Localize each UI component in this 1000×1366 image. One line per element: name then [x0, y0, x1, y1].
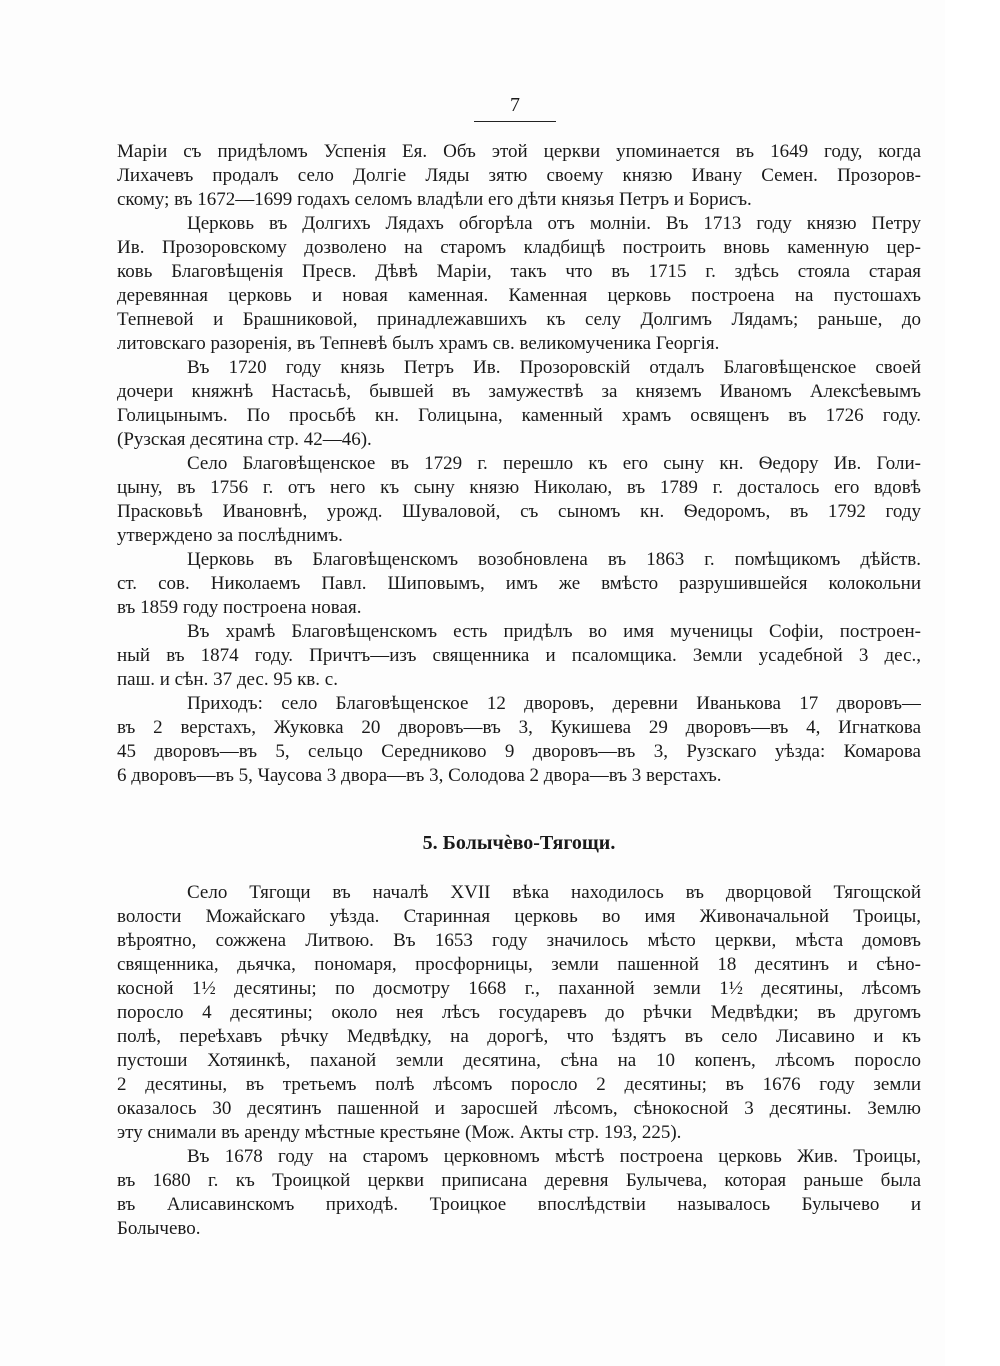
paragraph-line: Въ 1720 году князь Петръ Ив. Прозоровскій отдалъ Благовѣщенское своей — [187, 357, 921, 378]
paragraph-line: паш. и сѣн. 37 дес. 95 кв. с. — [117, 669, 338, 690]
page-number: 7 — [510, 94, 520, 116]
paragraph-line: вѣроятно, сожжена Литвою. Въ 1653 году значилось мѣсто церкви, мѣста домовъ — [117, 930, 921, 951]
paragraph-line: Ив. Прозоровскому дозволено на старомъ кладбищѣ построить вновь каменную цер- — [117, 237, 921, 258]
paragraph-line: въ 1859 году построена новая. — [117, 597, 362, 618]
paragraph-line: въ 1680 г. къ Троицкой церкви приписана деревня Булычева, которая раньше была — [117, 1170, 921, 1191]
paragraph-line: Голицынымъ. По просьбѣ кн. Голицына, каменный храмъ освященъ въ 1726 году. — [117, 405, 921, 426]
paragraph-line: (Рузская десятина стр. 42—46). — [117, 429, 372, 450]
paragraph-line: Въ храмѣ Благовѣщенскомъ есть придѣлъ во имя мученицы Софіи, построен- — [187, 621, 921, 642]
paragraph-line: Приходъ: село Благовѣщенское 12 дворовъ, деревни Иванькова 17 дворовъ— — [187, 693, 921, 714]
paragraph-line: пустоши Хотяинкѣ, паханой земли десятина, сѣна на 10 копенъ, лѣсомъ поросло — [117, 1050, 921, 1071]
paragraph-line: скому; въ 1672—1699 годахъ селомъ владѣли его дѣти князья Петръ и Борисъ. — [117, 189, 752, 210]
paragraph-line: волости Можайскаго уѣзда. Старинная церковь во имя Живоначальной Троицы, — [117, 906, 921, 927]
paragraph-line: ковь Благовѣщенія Пресв. Дѣвѣ Маріи, такъ что въ 1715 г. здѣсь стояла старая — [117, 261, 921, 282]
text-block-part2 — [117, 881, 921, 1241]
paragraph-line: поросло 4 десятины; около нея лѣсъ государевъ до рѣчки Медвѣдки; въ другомъ — [117, 1002, 921, 1023]
paragraph-line: въ 2 верстахъ, Жуковка 20 дворовъ—въ 3, Кукишева 29 дворовъ—въ 4, Игнаткова — [117, 717, 921, 738]
paragraph-line: ст. сов. Николаемъ Павл. Шиповымъ, имъ же вмѣсто разрушившейся колокольни — [117, 573, 921, 594]
paragraph-line: эту снимали въ аренду мѣстные крестьяне (Мож. Акты стр. 193, 225). — [117, 1122, 682, 1143]
text-block-part1 — [117, 140, 921, 788]
paragraph-line: цыну, въ 1756 г. отъ него къ сыну князю Николаю, въ 1789 г. досталось его вдовѣ — [117, 477, 921, 498]
paragraph-line: деревянная церковь и новая каменная. Каменная церковь построена на пустошахъ — [117, 285, 921, 306]
paragraph-line: Прасковьѣ Ивановнѣ, урожд. Шуваловой, съ сыномъ кн. Ѳедоромъ, въ 1792 году — [117, 501, 921, 522]
paragraph-line: Село Благовѣщенское въ 1729 г. перешло къ его сыну кн. Ѳедору Ив. Голи- — [187, 453, 921, 474]
paragraph-line: Церковь въ Долгихъ Лядахъ обгорѣла отъ молніи. Въ 1713 году князю Петру — [187, 213, 921, 234]
paragraph-line: косной 1½ десятины; по досмотру 1668 г., паханной земли 1½ десятины, лѣсомъ — [117, 978, 921, 999]
paragraph-line: дочери княжнѣ Настасьѣ, бывшей въ замужествѣ за княземъ Иваномъ Алексѣевымъ — [117, 381, 921, 402]
paragraph-line: 45 дворовъ—въ 5, сельцо Середниково 9 дворовъ—въ 3, Рузскаго уѣзда: Комарова — [117, 741, 921, 762]
paragraph-line: 2 десятины, въ третьемъ полѣ лѣсомъ поросло 2 десятины; въ 1676 году земли — [117, 1074, 921, 1095]
paragraph-line: священника, дьячка, пономаря, просфорницы, земли пашенной 18 десятинъ и сѣно- — [117, 954, 921, 975]
paragraph-line: Въ 1678 году на старомъ церковномъ мѣстѣ построена церковь Жив. Троицы, — [187, 1146, 921, 1167]
paragraph-line: Церковь въ Благовѣщенскомъ возобновлена въ 1863 г. помѣщикомъ дѣйств. — [187, 549, 921, 570]
section-heading: 5. Болычѐво-Тягощи. — [422, 832, 616, 854]
paragraph-line: Лихачевъ продалъ село Долгіе Ляды зятю своему князю Ивану Семен. Прозоров- — [117, 165, 921, 186]
paragraph-line: Село Тягощи въ началѣ XVII вѣка находилось въ дворцовой Тягощской — [187, 882, 921, 903]
paragraph-line: Болычево. — [117, 1218, 201, 1239]
paragraph-line: въ Алисавинскомъ приходѣ. Троицкое впослѣдствіи называлось Булычево и — [117, 1194, 921, 1215]
paragraph-line: оказалось 30 десятинъ пашенной и заросшей лѣсомъ, сѣнокосной 3 десятины. Землю — [117, 1098, 921, 1119]
paragraph-line: утверждено за послѣднимъ. — [117, 525, 343, 546]
paragraph-line: Тепневой и Брашниковой, принадлежавшихъ къ селу Долгимъ Лядамъ; раньше, до — [117, 309, 921, 330]
paragraph-line: 6 дворовъ—въ 5, Чаусова 3 двора—въ 3, Солодова 2 двора—въ 3 верстахъ. — [117, 765, 722, 786]
paragraph-line: ный въ 1874 году. Причтъ—изъ священника и псаломщика. Земли усадебной 3 дес., — [117, 645, 921, 666]
paragraph-line: Маріи съ придѣломъ Успенія Ея. Объ этой церкви упоминается въ 1649 году, когда — [117, 141, 921, 162]
paragraph-line: литовскаго разоренія, въ Тепневѣ былъ храмъ св. великомученика Георгія. — [117, 333, 720, 354]
paragraph-line: полѣ, переѣхавъ рѣчку Медвѣдку, на дорогѣ, что ѣздятъ въ село Лисавино и къ — [117, 1026, 921, 1047]
page-number-rule — [474, 121, 556, 122]
